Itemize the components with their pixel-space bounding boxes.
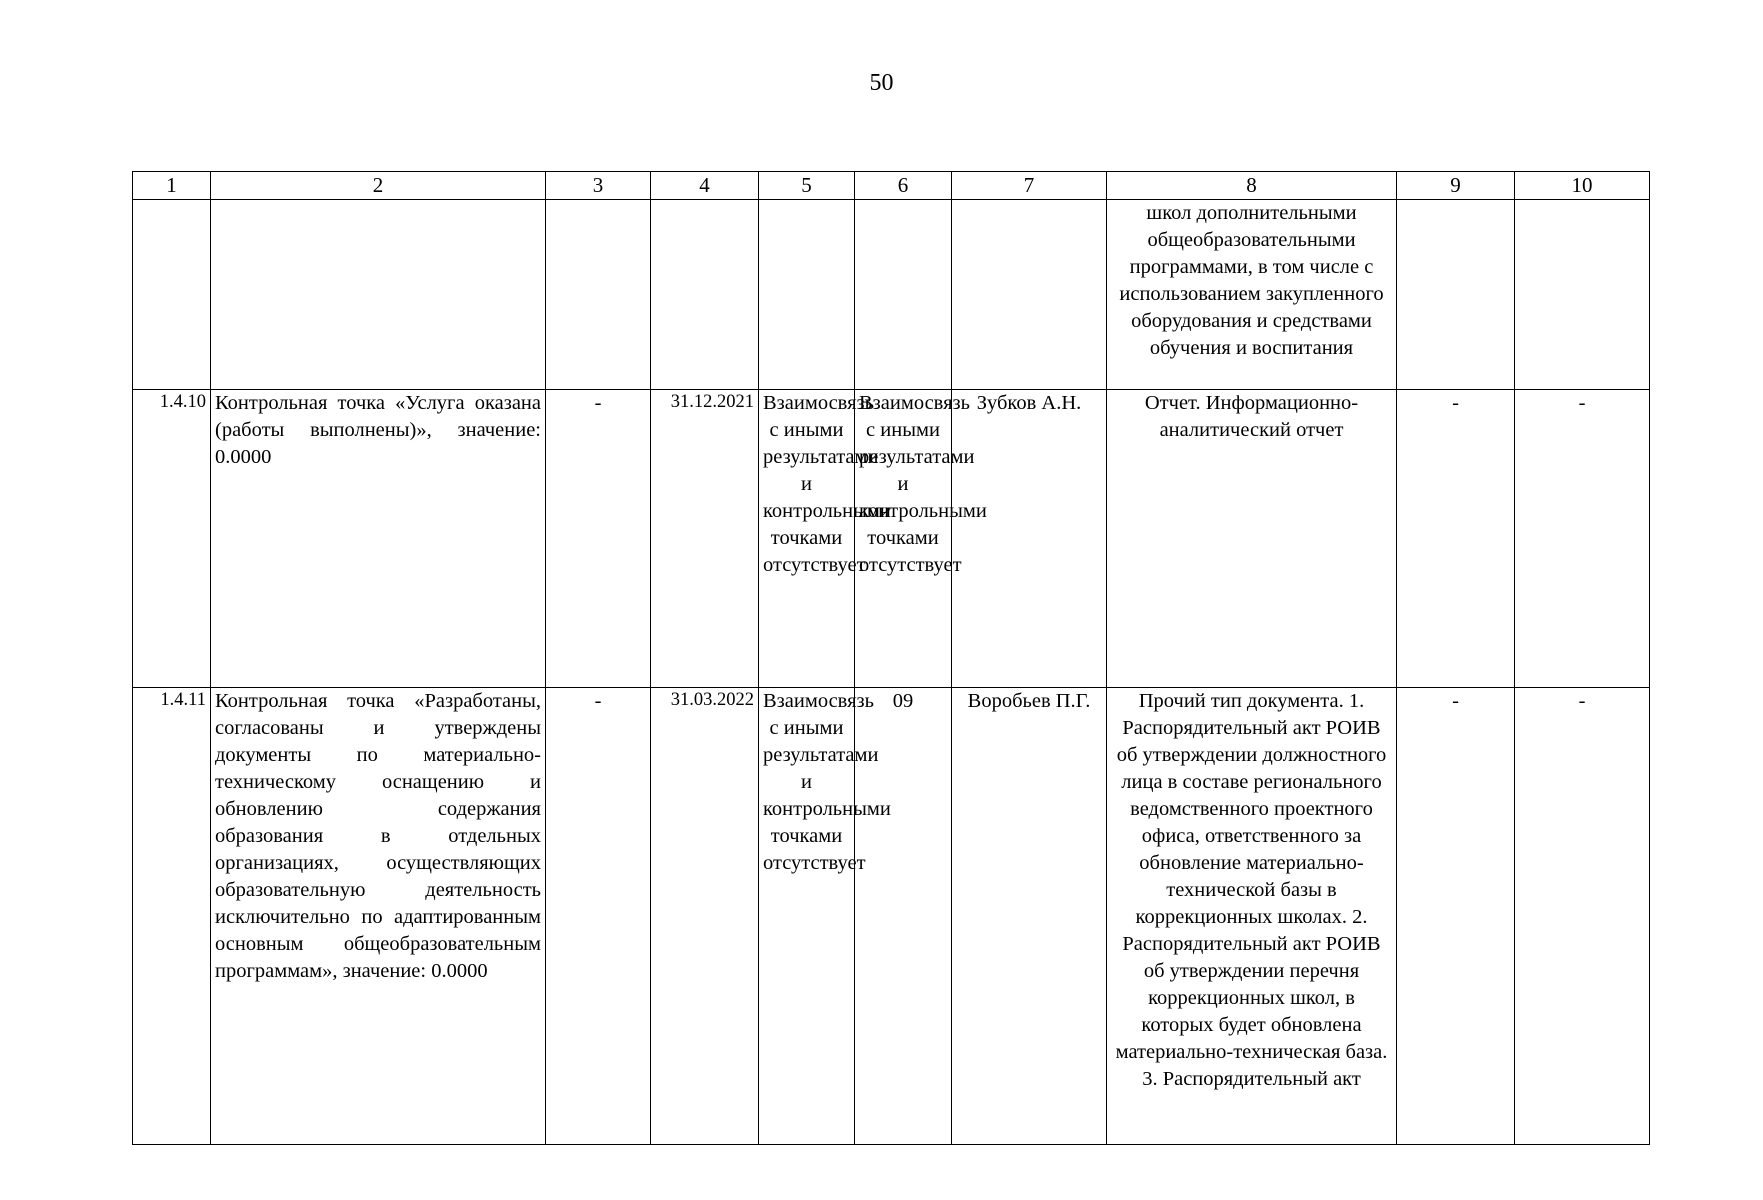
relation-cell: Взаимосвязь с иными результатами и контрольными точками отсутствует (759, 688, 855, 1145)
column-header: 8 (1107, 172, 1397, 200)
col9-cell: - (1397, 390, 1515, 688)
empty-cell (1515, 200, 1650, 390)
empty-cell (759, 200, 855, 390)
description-cell: Контрольная точка «Услуга оказана (работы выполнены)», значение: 0.0000 (211, 390, 546, 688)
column-number-header-row (133, 172, 1650, 200)
date-cell: 31.03.2022 (651, 688, 759, 1145)
empty-cell (952, 200, 1107, 390)
column-header: 4 (651, 172, 759, 200)
col10-cell: - (1515, 688, 1650, 1145)
table-row (133, 688, 1650, 1145)
col9-cell: - (1397, 688, 1515, 1145)
column-header: 7 (952, 172, 1107, 200)
document-type-cell: Прочий тип документа. 1. Распорядительный акт РОИВ об утверждении должностного лица в составе регионального ведомственного проектного офиса, ответственного за обновление материально-технической базы в коррекционных школах. 2. Распорядительный акт РОИВ об утверждении перечня коррекционных школ, в которых будет обновлена материально-техническая база. 3. Распорядительный акт (1107, 688, 1397, 1145)
col10-cell: - (1515, 390, 1650, 688)
empty-cell (211, 200, 546, 390)
column-header: 9 (1397, 172, 1515, 200)
column-header: 10 (1515, 172, 1650, 200)
empty-cell (855, 200, 952, 390)
control-points-table (132, 171, 1650, 1145)
responsible-cell: Воробьев П.Г. (952, 688, 1107, 1145)
column-header: 3 (546, 172, 651, 200)
row-number-cell: 1.4.11 (133, 688, 211, 1145)
col3-cell: - (546, 390, 651, 688)
empty-cell (651, 200, 759, 390)
relation-cell: 09 (855, 688, 952, 1145)
page-number: 50 (869, 70, 894, 96)
date-cell: 31.12.2021 (651, 390, 759, 688)
responsible-cell: Зубков А.Н. (952, 390, 1107, 688)
description-cell: Контрольная точка «Разработаны, согласованы и утверждены документы по материально-техническому оснащению и обновлению содержания образования в отдельных организациях, осуществляющих образовательную деятельность исключительно по адаптированным основным общеобразовательным программам», значение: 0.0000 (211, 688, 546, 1145)
column-header: 2 (211, 172, 546, 200)
document-type-cell: Отчет. Информационно-аналитический отчет (1107, 390, 1397, 688)
row-number-cell: 1.4.10 (133, 390, 211, 688)
continuation-row (133, 200, 1650, 390)
empty-cell (1397, 200, 1515, 390)
column-header: 1 (133, 172, 211, 200)
document-continuation-cell: школ дополнительными общеобразовательными программами, в том числе с использованием закупленного оборудования и средствами обучения и воспитания (1107, 200, 1397, 390)
col3-cell: - (546, 688, 651, 1145)
column-header: 6 (855, 172, 952, 200)
relation-cell: Взаимосвязь с иными результатами и контрольными точками отсутствует (759, 390, 855, 688)
empty-cell (133, 200, 211, 390)
empty-cell (546, 200, 651, 390)
table-row (133, 390, 1650, 688)
relation-cell: Взаимосвязь с иными результатами и контрольными точками отсутствует (855, 390, 952, 688)
column-header: 5 (759, 172, 855, 200)
